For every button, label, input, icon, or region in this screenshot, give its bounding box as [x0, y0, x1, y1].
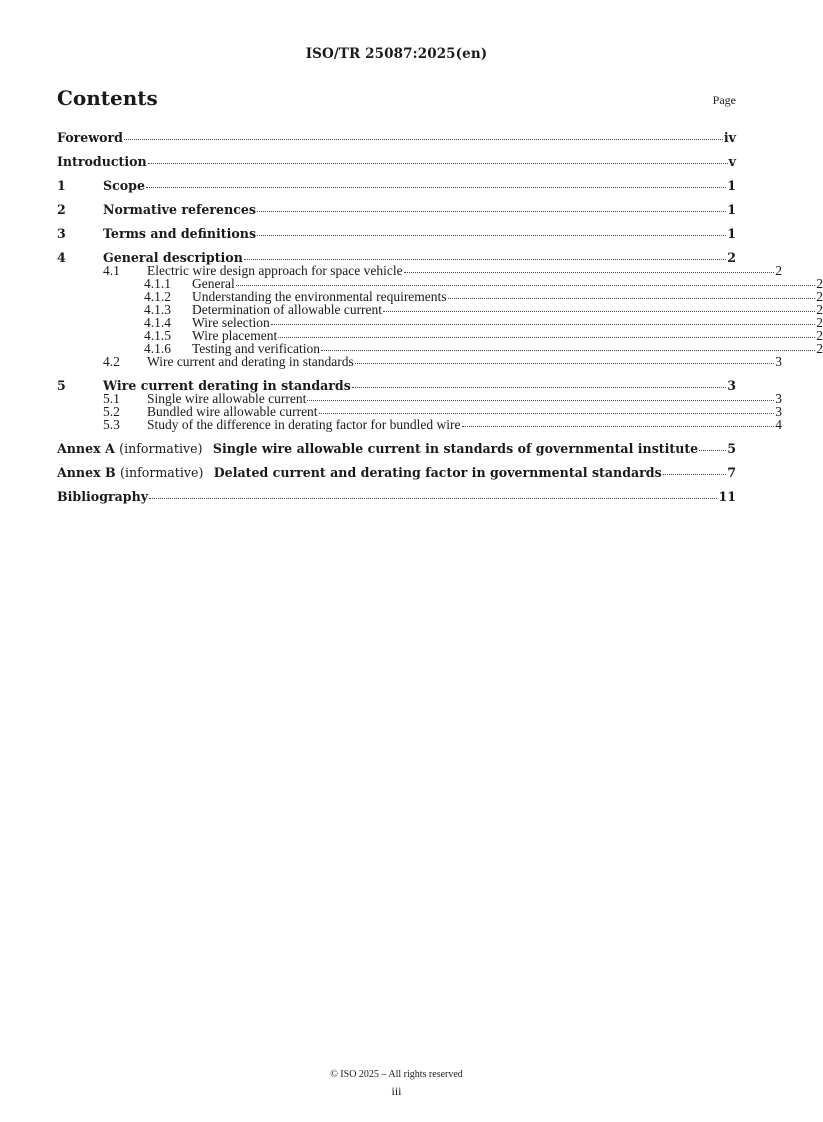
toc-entry-page: 2	[775, 263, 782, 278]
toc-entry-title: Bibliography	[57, 489, 149, 504]
toc-entry-title: Normative references	[103, 202, 257, 217]
dot-leader	[404, 272, 775, 273]
toc-entry-title: Wire placement	[192, 328, 278, 343]
toc-entry-title: Wire current and derating in standards	[147, 354, 354, 369]
toc-entry-title: Bundled wire allowable current	[147, 404, 318, 419]
toc-entry-title: General	[192, 276, 235, 291]
toc-entry-page: 7	[727, 465, 736, 480]
dot-leader	[257, 235, 726, 236]
toc-entry-title: Wire selection	[192, 315, 270, 330]
toc-entry-page: 2	[816, 341, 823, 356]
toc-entry-title: Understanding the environmental requirements	[192, 289, 447, 304]
toc-entry-number: 2	[57, 202, 66, 217]
toc-entry-page: 2	[816, 289, 823, 304]
toc-entry-title: Determination of allowable current	[192, 302, 383, 317]
dot-leader	[319, 413, 775, 414]
contents-heading: Contents	[57, 86, 158, 110]
dot-leader	[307, 400, 774, 401]
dot-leader	[462, 426, 775, 427]
page-number: iii	[391, 1084, 402, 1098]
toc-entry-bibliography[interactable]	[57, 490, 736, 503]
toc-entry-page: 2	[816, 302, 823, 317]
toc-entry-4-1-4[interactable]	[57, 316, 823, 329]
toc-entry-page: 2	[816, 328, 823, 343]
toc-entry-number: 4	[57, 250, 66, 265]
annex-title: Single wire allowable current in standards of governmental institute	[212, 441, 699, 456]
dot-leader	[236, 285, 816, 286]
toc-entry-page: v	[728, 154, 736, 169]
toc-entry-introduction[interactable]	[57, 155, 736, 168]
dot-leader	[383, 311, 815, 312]
annex-title: Delated current and derating factor in governmental standards	[213, 465, 662, 480]
toc-entry-title: Terms and definitions	[103, 226, 257, 241]
table-of-contents	[57, 128, 823, 504]
dot-leader	[355, 363, 774, 364]
toc-entry-page: 2	[816, 276, 823, 291]
toc-entry-number: 4.1.2	[144, 289, 171, 304]
toc-entry-number: 4.1.5	[144, 328, 171, 343]
dot-leader	[257, 211, 726, 212]
toc-entry-annex-b[interactable]	[57, 466, 736, 479]
toc-entry-foreword[interactable]	[57, 131, 736, 144]
toc-entry-page: 1	[727, 202, 736, 217]
toc-entry-5-3[interactable]	[57, 418, 782, 431]
dot-leader	[448, 298, 816, 299]
dot-leader	[699, 450, 726, 451]
annex-prefix: Annex A	[57, 441, 115, 456]
toc-entry-title: Study of the difference in derating factor for bundled wire	[147, 417, 461, 432]
toc-entry-number: 4.1.6	[144, 341, 171, 356]
toc-entry-number: 4.1.4	[144, 315, 171, 330]
toc-entry-number: 5.2	[103, 404, 120, 419]
annex-informative-label: (informative)	[120, 465, 204, 480]
toc-entry-4-1-3[interactable]	[57, 303, 823, 316]
toc-entry-number: 4.2	[103, 354, 120, 369]
toc-entry-terms-definitions[interactable]	[57, 227, 736, 240]
toc-entry-number: 1	[57, 178, 66, 193]
toc-entry-title: Testing and verification	[192, 341, 321, 356]
toc-entry-number: 3	[57, 226, 66, 241]
toc-entry-scope[interactable]	[57, 179, 736, 192]
toc-entry-number: 4.1	[103, 263, 120, 278]
toc-entry-4-1-5[interactable]	[57, 329, 823, 342]
dot-leader	[352, 387, 726, 388]
toc-entry-page: 3	[775, 354, 782, 369]
toc-entry-title	[57, 442, 698, 455]
dot-leader	[321, 350, 815, 351]
toc-entry-page: 11	[718, 489, 736, 504]
toc-entry-number: 5	[57, 378, 66, 393]
toc-entry-page: 4	[775, 417, 782, 432]
toc-entry-page: 2	[727, 250, 736, 265]
toc-entry-page: 3	[775, 391, 782, 406]
copyright-notice: © ISO 2025 – All rights reserved	[330, 1069, 463, 1080]
dot-leader	[124, 139, 723, 140]
dot-leader	[663, 474, 727, 475]
toc-entry-annex-a[interactable]	[57, 442, 736, 455]
page-column-label: Page	[712, 93, 736, 107]
toc-entry-number: 5.1	[103, 391, 120, 406]
toc-entry-number: 5.3	[103, 417, 120, 432]
annex-informative-label: (informative)	[119, 441, 203, 456]
dot-leader	[148, 163, 728, 164]
document-id-header: ISO/TR 25087:2025(en)	[305, 46, 488, 62]
toc-entry-4-1-2[interactable]	[57, 290, 823, 303]
toc-entry-title	[57, 466, 662, 479]
toc-entry-page: 5	[727, 441, 736, 456]
annex-prefix: Annex B	[57, 465, 116, 480]
dot-leader	[271, 324, 815, 325]
dot-leader	[244, 259, 726, 260]
toc-entry-page: 1	[727, 226, 736, 241]
toc-entry-page: iv	[723, 130, 736, 145]
toc-entry-number: 4.1.1	[144, 276, 171, 291]
toc-entry-title: Wire current derating in standards	[103, 378, 351, 393]
toc-entry-title: Electric wire design approach for space vehicle	[147, 263, 403, 278]
dot-leader	[149, 498, 717, 499]
toc-entry-title: General description	[103, 250, 243, 265]
toc-entry-page: 2	[816, 315, 823, 330]
toc-entry-4-2[interactable]	[57, 355, 782, 368]
toc-entry-title: Scope	[103, 178, 145, 193]
page-footer	[0, 1067, 793, 1099]
toc-entry-title: Foreword	[57, 130, 123, 145]
toc-entry-number: 4.1.3	[144, 302, 171, 317]
toc-entry-page: 1	[727, 178, 736, 193]
toc-entry-page: 3	[775, 404, 782, 419]
toc-entry-page: 3	[727, 378, 736, 393]
dot-leader	[278, 337, 815, 338]
toc-entry-title: Single wire allowable current	[147, 391, 307, 406]
dot-leader	[146, 187, 726, 188]
toc-entry-title: Introduction	[57, 154, 147, 169]
toc-entry-normative-references[interactable]	[57, 203, 736, 216]
